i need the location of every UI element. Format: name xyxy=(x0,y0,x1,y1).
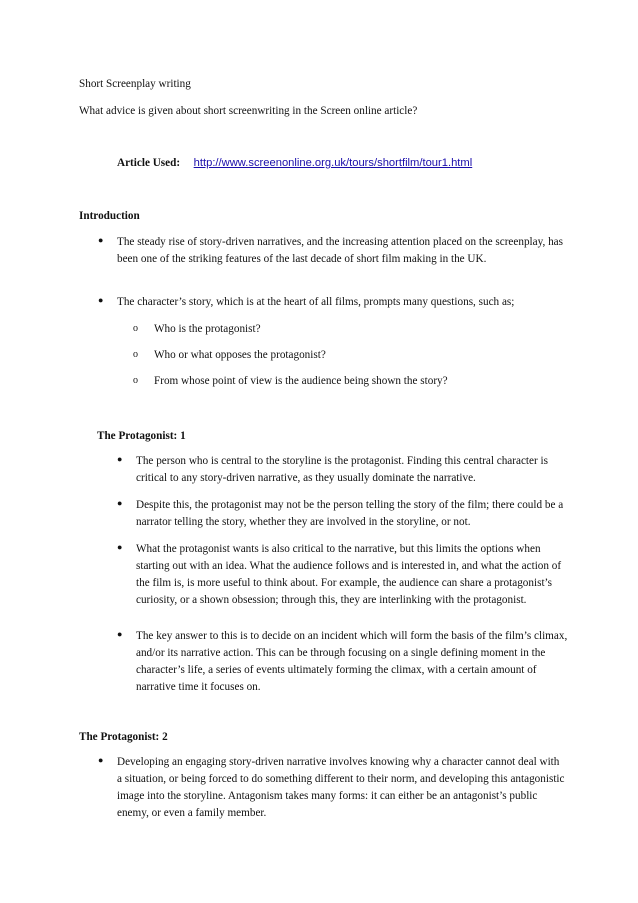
document-title: Short Screenplay writing xyxy=(79,78,191,90)
document-page: Short Screenplay writing What advice is given about short screenwriting in the Screen online article? Article Used: http://www.screenonline.org.uk/tours/shortfilm/tour1.html Introduction ● The steady rise of story-driven narratives, and the increasing attention placed on the screenplay, has been one of the striking features of the last decade of short film making in the UK. ● The character’s story, which is at the heart of all films, prompts many questions, such as; o Who is the protagonist? o Who or what opposes the protagonist? o From whose point of view is the audience being shown the story? The Protagonist: 1 ● The person who is central to the storyline is the protagonist. Finding this central character is critical to any story-driven narrative, as they usually dominate the narrative. ● Despite this, the protagonist may not be the person telling the story of the film; there could be a narrator telling the story, whether they are involved in the storyline, or not. ● What the protagonist wants is also critical to the narrative, but this limits the options when starting out with an idea. What the audience follows and is interested in, and what the action of the film is, is more useful to think about. For example, the audience can share a protagonist’s curiosity, or a shown obsession; through this, they are interlinking with the protagonist. ● The key answer to this is to decide on an incident which will form the basis of the film’s climax, and/or its narrative action. This can be through focusing on a single defining moment in the character’s life, a series of events ultimately forming the climax, with a certain amount of narrative time it focuses on. The Protagonist: 2 ● Developing an engaging story-driven narrative involves knowing why a character cannot deal with a situation, or being forced to do something different to their norm, and developing this antagonistic image into the storyline. Antagonism takes many forms: it can either be an antagonist’s public enemy, or even a family member. xyxy=(79,78,568,820)
bullet-icon: ● xyxy=(117,498,123,508)
article-link[interactable]: http://www.screenonline.org.uk/tours/shortfilm/tour1.html xyxy=(193,157,473,169)
bullet-icon: ● xyxy=(117,542,123,552)
question-text: What advice is given about short screenwriting in the Screen online article? xyxy=(79,105,418,117)
bullet-icon: ● xyxy=(98,295,104,305)
circle-bullet-icon: o xyxy=(133,375,138,386)
bullet-icon: ● xyxy=(117,629,123,639)
article-used-label: Article Used: xyxy=(117,157,181,169)
bullet-icon: ● xyxy=(98,235,104,245)
article-used-line xyxy=(117,155,472,172)
protagonist1-heading: The Protagonist: 1 xyxy=(97,430,186,442)
introduction-heading: Introduction xyxy=(79,210,140,222)
protagonist2-heading: The Protagonist: 2 xyxy=(79,731,168,743)
bullet-icon: ● xyxy=(98,755,104,765)
bullet-icon: ● xyxy=(117,454,123,464)
circle-bullet-icon: o xyxy=(133,349,138,360)
circle-bullet-icon: o xyxy=(133,323,138,334)
